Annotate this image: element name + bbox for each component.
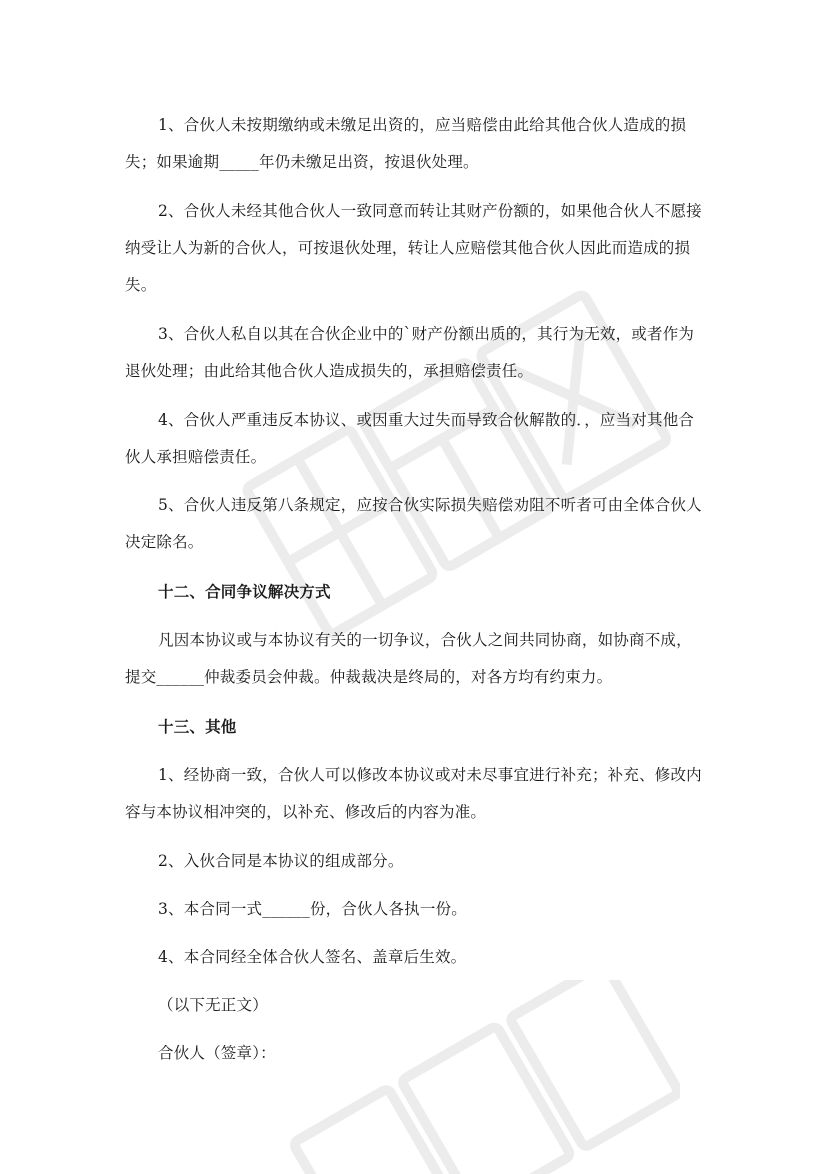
- paragraph-5: 5、合伙人违反第八条规定，应按合伙实际损失赔偿劝阻不听者可由全体合伙人决定除名。: [125, 496, 702, 551]
- no-more-text-note: （以下无正文）: [158, 996, 268, 1014]
- paragraph-2: 2、合伙人未经其他合伙人一致同意而转让其财产份额的，如果他合伙人不愿接纳受让人为新的合伙人，可按退伙处理，转让人应赔偿其他合伙人因此而造成的损失。: [125, 202, 702, 294]
- section-heading-12: 十二、合同争议解决方式: [158, 582, 331, 601]
- paragraph-other-2: 2、入伙合同是本协议的组成部分。: [158, 852, 404, 870]
- paragraph-1: 1、合伙人未按期缴纳或未缴足出资的，应当赔偿由此给其他合伙人造成的损失；如果逾期_____年仍未缴足出资，按退伙处理。: [125, 116, 687, 171]
- paragraph-3: 3、合伙人私自以其在合伙企业中的`财产份额出质的，其行为无效，或者作为退伙处理；由此给其他合伙人造成损失的，承担赔偿责任。: [125, 325, 695, 380]
- paragraph-dispute: 凡因本协议或与本协议有关的一切争议，合伙人之间共同协商，如协商不成，提交______仲裁委员会仲裁。仲裁裁决是终局的，对各方均有约束力。: [125, 631, 692, 686]
- paragraph-other-3: 3、本合同一式______份，合伙人各执一份。: [158, 900, 467, 918]
- paragraph-other-4: 4、本合同经全体合伙人签名、盖章后生效。: [158, 948, 467, 966]
- partner-signature-line: 合伙人（签章）：: [158, 1044, 276, 1062]
- section-heading-13: 十三、其他: [158, 717, 237, 736]
- paragraph-4: 4、合伙人严重违反本协议、或因重大过失而导致合伙解散的．，应当对其他合伙人承担赔偿责任。: [125, 411, 695, 466]
- paragraph-other-1: 1、经协商一致，合伙人可以修改本协议或对未尽事宜进行补充；补充、修改内容与本协议相冲突的，以补充、修改后的内容为准。: [125, 766, 702, 821]
